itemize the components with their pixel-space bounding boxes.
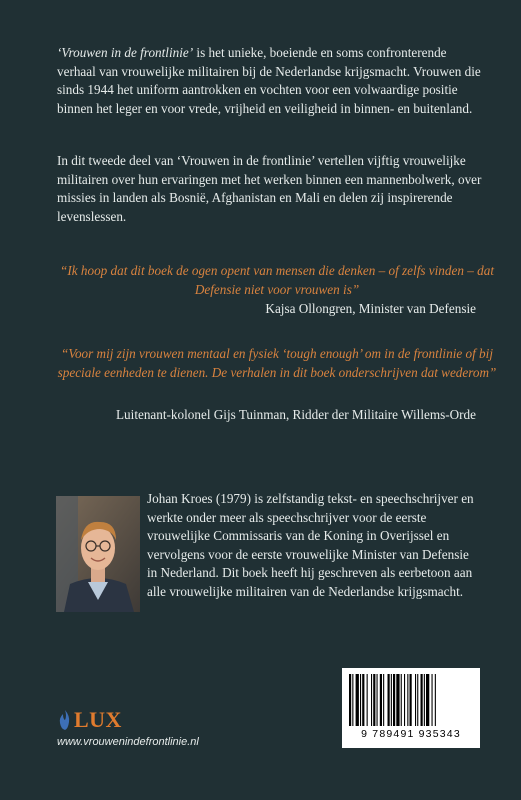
publisher-logo-text: LUX xyxy=(74,707,122,732)
intro-paragraph xyxy=(57,44,487,118)
quote-attribution-ollongren: Kajsa Ollongren, Minister van Defensie xyxy=(265,301,476,316)
author-photo xyxy=(56,496,140,612)
quote-ollongren: “Ik hoop dat dit boek de ogen opent van mensen die denken – of zelfs vinden – dat Defensie niet voor vrouwen is” xyxy=(60,263,494,297)
author-bio: Johan Kroes (1979) is zelfstandig tekst- en speechschrijver en werkte onder meer als speechschrijver voor de eerste vrouwelijke Commissaris van de Koning in Overijssel en vervolgens voor de eerste vrouwelijke Minister van Defensie in Nederland. Dit boek heeft hij geschreven als eerbetoon aan alle vrouwelijke militairen van de Nederlandse krijgsmacht. xyxy=(147,491,474,599)
barcode-bars xyxy=(349,674,473,728)
flame-icon xyxy=(58,709,72,731)
barcode xyxy=(342,668,480,748)
book-title-italic: ‘Vrouwen in de frontlinie’ xyxy=(57,45,194,60)
website-link[interactable]: www.vrouwenindefrontlinie.nl xyxy=(57,736,199,748)
isbn-number: 9 789491 935343 xyxy=(361,728,461,740)
quote-attribution-tuinman: Luitenant-kolonel Gijs Tuinman, Ridder der Militaire Willems-Orde xyxy=(116,407,476,422)
quote-tuinman: “Voor mij zijn vrouwen mentaal en fysiek ‘tough enough’ om in de frontlinie of bij speciale eenheden te dienen. De verhalen in dit boek onderschrijven dat wederom” xyxy=(57,346,497,380)
intro-text: is het unieke, boeiende en soms confronterende verhaal van vrouwelijke militairen bij de Nederlandse krijgsmacht. Vrouwen die sinds 1944 het uniform aantrokken en vochten voor een volwaardige positie binnen het leger en voor vrede, vrijheid en veiligheid in binnen- en buitenland. xyxy=(57,45,481,116)
second-paragraph: In dit tweede deel van ‘Vrouwen in de frontlinie’ vertellen vijftig vrouwelijke militairen over hun ervaringen met het werken binnen een mannenbolwerk, over missies in landen als Bosnië, Afghanistan en Mali en delen zij inspirerende levenslessen. xyxy=(57,153,482,224)
publisher-logo xyxy=(58,707,122,733)
